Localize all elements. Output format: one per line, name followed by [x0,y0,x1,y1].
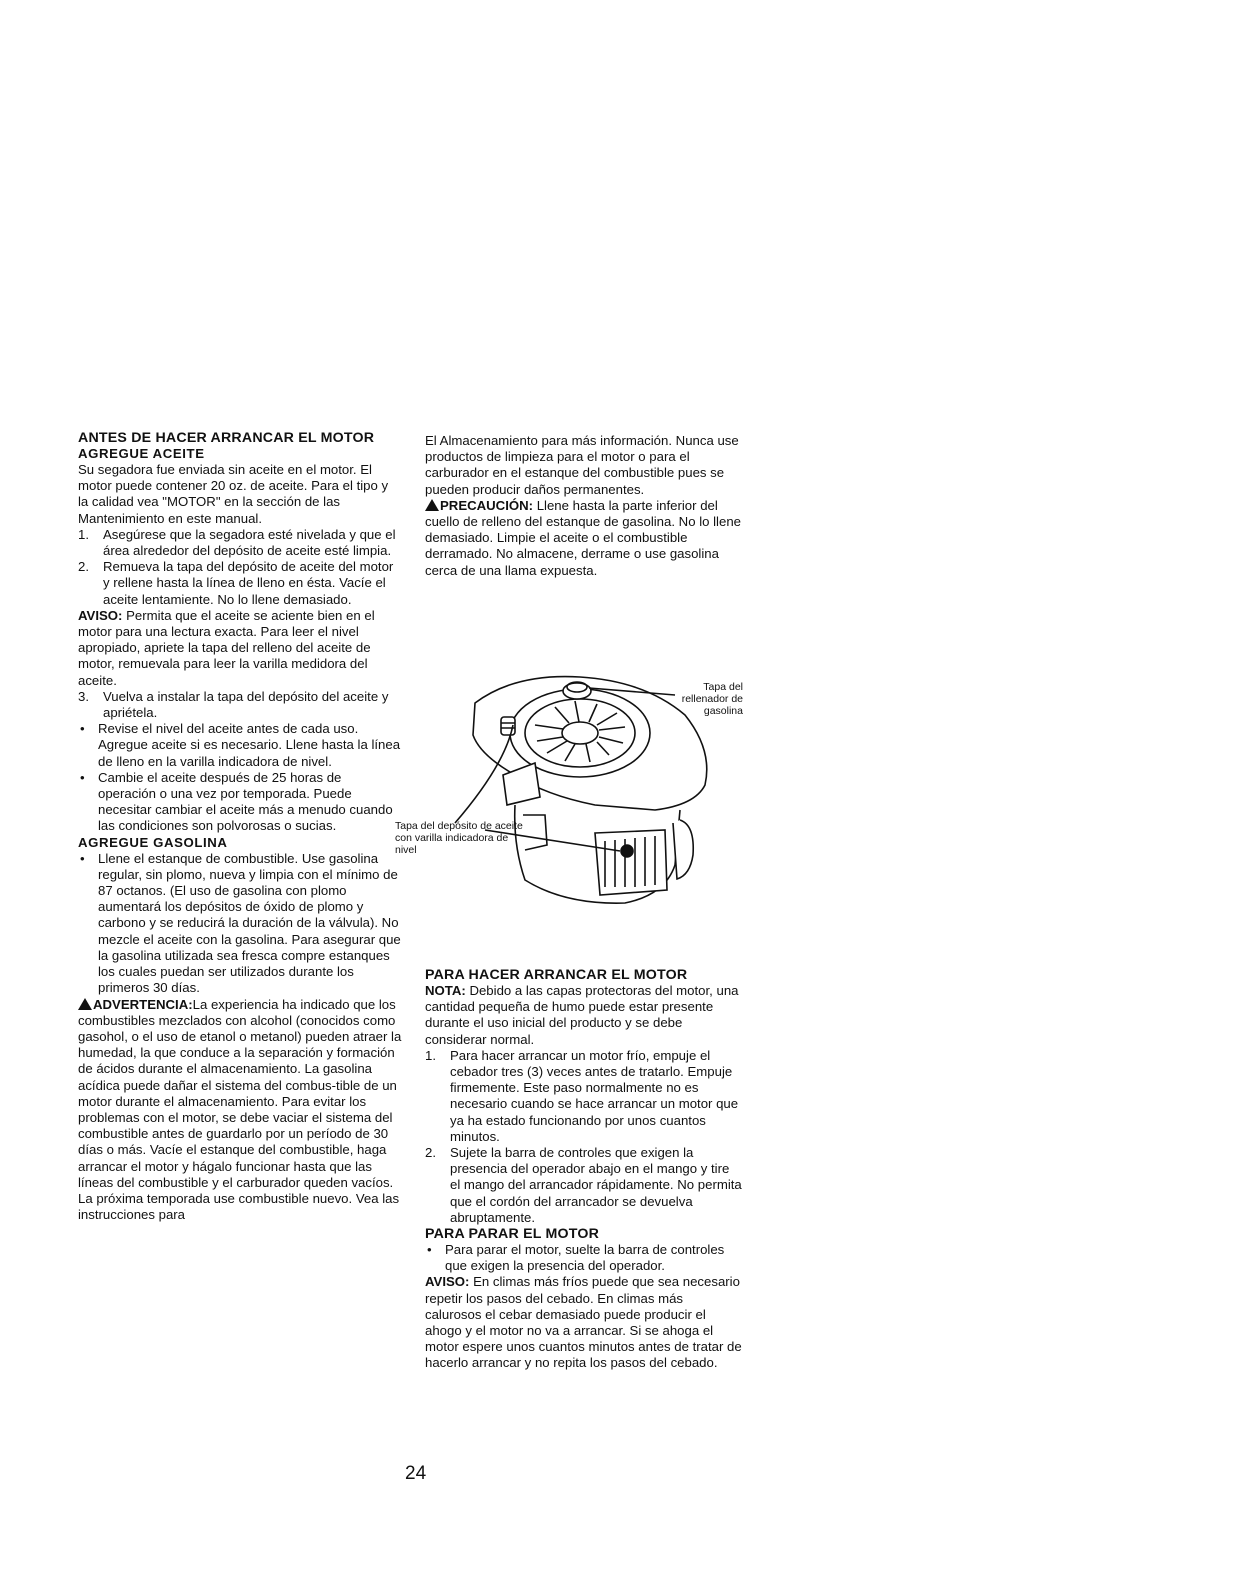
warning-icon [78,998,92,1010]
right-column [425,433,743,579]
aceite-steps [78,527,402,608]
parar-bullet-1: • Para parar el motor, suelte la barra de controles que exigen la presencia del operador. [425,1242,743,1274]
nota: NOTA: Debido a las capas protectoras del motor, una cantidad pequeña de humo puede estar presente durante el uso inicial del producto y se debe considerar normal. [425,983,739,1047]
aceite-bullets [78,721,402,834]
heading-agregue-gasolina: AGREGUE GASOLINA [78,834,228,850]
aceite-step-3-list [78,689,402,721]
precaucion: PRECAUCIÓN: Llene hasta la parte inferior del cuello de relleno del estanque de gasolina. No lo llene demasiado. Limpie el aceite o el combustible derramado. No almacene, derrame o use gasolina cerca de una llama expuesta. [425,497,741,578]
gasolina-bullet-1: • Llene el estanque de combustible. Use gasolina regular, sin plomo, nueva y limpia con el mínimo de 87 octanos. (El uso de gasolina con plomo aumentará los depósitos de óxido de plomo y carbono y se reducirá la duración de la válvula). No mezcle el aceite con la gasolina. Para asegurar que la gasolina utilizada sea fresca compre estanques los cuales puedan ser utilizados durante los primeros 30 días. [78,851,402,997]
section-title-para-parar: PARA PARAR EL MOTOR [425,1226,600,1243]
arrancar-step-1: 1. Para hacer arrancar un motor frío, empuje el cebador tres (3) veces antes de tratarlo. Empuje firmemente. Este paso normalmente no es necesario cuando se hace arrancar un motor que ya ha estado funcionando por unos cuantos minutos. [425,1047,739,1144]
aceite-bullet-1: • Revise el nivel del aceite antes de cada uso. Agregue aceite si es necesario. Llene hasta la línea de lleno en la varilla indicadora de nivel. [78,721,402,770]
arrancar-step-2: 2. Sujete la barra de controles que exigen la presencia del operador abajo en el mango y tire el mango del arrancador rápidamente. No permita que el cordón del arrancador se devuelva abruptamente. [425,1145,742,1225]
advertencia: ADVERTENCIA:La experiencia ha indicado que los combustibles mezclados con alcohol (conocidos como gasohol, o el uso de etanol o metanol) pueden atraer la humedad, la que conduce a la separación y formación de ácidos durante el almacenamiento. La gasolina acídica puede dañar el sistema del combus-tible de un motor durante el almacenamiento. Para evitar los problemas con el motor, se debe vaciar el sistema del combustible antes de guardarlo por un período de 30 días o más. Vacíe el estanque del combustible, haga arrancar el motor y hágalo funcionar hasta que las líneas del combustible y el carburador queden vacíos. La próxima temporada use combustible nuevo. Vea las instrucciones para [78,996,402,1223]
warning-icon [425,499,439,511]
aceite-bullet-2: • Cambie el aceite después de 25 horas de operación o una vez por temporada. Puede necesitar cambiar el aceite más a menudo cuando las condiciones son polvorosas o sucias. [78,770,402,835]
arrancar-steps [425,1048,743,1226]
gasolina-bullets [78,851,402,997]
section-title-para-hacer: PARA HACER ARRANCAR EL MOTOR [425,967,688,983]
label-fuel-cap: Tapa del rellenador de gasolina [681,681,743,717]
aviso-aceite: AVISO: Permita que el aceite se aciente bien en el motor para una lectura exacta. Para leer el nivel apropiado, apriete la tapa del relleno del aceite de motor, remuevala para leer la varilla medidora del aceite. [78,607,375,688]
label-oil-cap: Tapa del depósito de aceite con varilla indicadora de nivel [395,820,523,856]
section-title-antes: ANTES DE HACER ARRANCAR EL MOTOR [78,430,375,446]
aceite-step-1: 1. Asegúrese que la segadora esté nivelada y que el área alrededor del depósito de aceite esté limpia. [78,526,396,559]
right-column-lower [425,967,743,1372]
engine-illustration [395,655,775,920]
heading-agregue-aceite: AGREGUE ACEITE [78,446,205,461]
continuation-text: El Almacenamiento para más información. Nunca use productos de limpieza para el motor o para el carburador en el estanque del combustible pues se pueden producir daños permanentes. [425,433,739,497]
parar-bullets [425,1242,743,1274]
aceite-intro: Su segadora fue enviada sin aceite en el motor. El motor puede contener 20 oz. de aceite. Para el tipo y la calidad vea "MOTOR" en la sección de las Mantenimiento en este manual. [78,462,389,526]
left-column [78,430,402,1223]
aceite-step-3: 3. Vuelva a instalar la tapa del depósito del aceite y apriétela. [78,688,389,721]
aviso-parar: AVISO: En climas más fríos puede que sea necesario repetir los pasos del cebado. En climas más calurosos el cebar demasiado puede producir el ahogo y el motor no va a arrancar. Si se ahoga el motor espere unos cuantos minutos antes de tratar de hacerlo arrancar y no repita los pasos del cebado. [425,1274,742,1371]
aceite-step-2: 2. Remueva la tapa del depósito de aceite del motor y rellene hasta la línea de lleno en ésta. Vacíe el aceite lentamiente. No lo llene demasiado. [78,559,394,607]
page-number: 24 [405,1463,427,1484]
